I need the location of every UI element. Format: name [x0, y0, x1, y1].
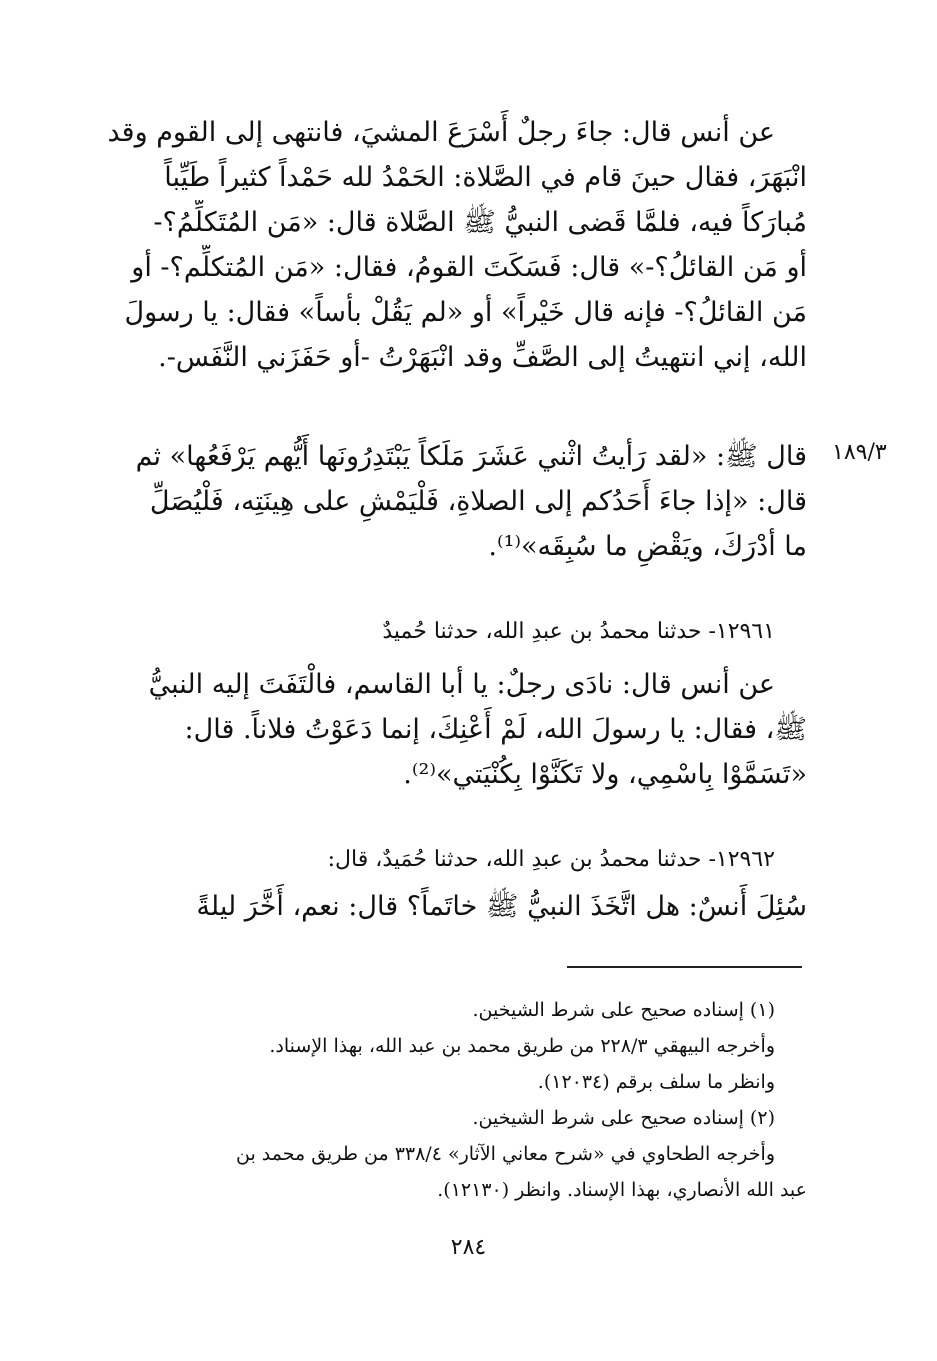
margin-volume-page-reference: ١٨٩/٣ [832, 440, 887, 465]
text-line: ﷺ، فقال: يا رسولَ الله، لَمْ أَعْنِكَ، إنما دَعَوْتُ فلاناً. قال: [184, 714, 807, 745]
paragraph-2 [102, 434, 807, 569]
footnote-line: عبد الله الأنصاري، بهذا الإسناد. وانظر (١٢١٣٠). [437, 1179, 807, 1201]
text-line: أو مَن القائلُ؟-» قال: فَسَكَتَ القومُ، فقال: «مَن المُتكلِّم؟- أو [131, 252, 807, 283]
footnote-separator [567, 966, 802, 968]
footnote-line: وأخرجه البيهقي ٢٢٨/٣ من طريق محمد بن عبد الله، بهذا الإسناد. [269, 1035, 775, 1057]
text-line: عن أنس قال: جاءَ رجلٌ أَسْرَعَ المشيَ، فانتهى إلى القوم وقد [107, 117, 775, 148]
footnote-line: وانظر ما سلف برقم (١٢٠٣٤). [537, 1071, 775, 1093]
text-line: قال: «إذا جاءَ أَحَدُكم إلى الصلاةِ، فَلْيَمْشِ على هِينَتِه، فَلْيُصَلِّ [149, 486, 807, 517]
text-line: سُئِلَ أَنسٌ: هل اتَّخَذَ النبيُّ ﷺ خاتَماً؟ قال: نعم، أَخَّرَ ليلةً [196, 891, 807, 922]
hadith-heading: ١٢٩٦٢- حدثنا محمدُ بن عبدِ الله، حدثنا حُمَيدٌ، قال: [327, 847, 775, 872]
footnotes [102, 992, 807, 1208]
text-line: مَن القائلُ؟- فإنه قال خَيْراً» أو «لم يَقُلْ بأساً» فقال: يا رسولَ [124, 297, 807, 328]
text-line: انْبَهَرَ، فقال حينَ قام في الصَّلاة: الحَمْدُ لله حَمْداً كثيراً طَيِّباً [164, 162, 807, 193]
text-line: الله، إني انتهيتُ إلى الصَّفِّ وقد انْبَهَرْتُ -أو حَفَزَني النَّفَس-. [158, 342, 807, 373]
hadith-12961 [102, 612, 807, 797]
hadith-12962 [102, 840, 807, 929]
footnote-line: (١) إسناده صحيح على شرط الشيخين. [472, 999, 775, 1021]
page-number: ٢٨٤ [450, 1235, 487, 1260]
text-line: مُبارَكاً فيه، فلمَّا قَضى النبيُّ ﷺ الصَّلاة قال: «مَن المُتَكلِّمُ؟- [153, 207, 807, 238]
text-line: قال ﷺ: «لقد رَأيتُ اثْني عَشَرَ مَلَكاً يَبْتَدِرُونَها أَيُّهم يَرْفَعُها» ثم [135, 441, 807, 472]
hadith-heading: ١٢٩٦١- حدثنا محمدُ بن عبدِ الله، حدثنا حُميدٌ [382, 619, 775, 644]
footnote-line: (٢) إسناده صحيح على شرط الشيخين. [472, 1107, 775, 1129]
text-line: ما أدْرَكَ، ويَقْضِ ما سُبِقَه»⁽¹⁾. [488, 531, 807, 562]
paragraph-1 [102, 110, 807, 380]
footnote-line: وأخرجه الطحاوي في «شرح معاني الآثار» ٣٣٨/٤ من طريق محمد بن [235, 1143, 775, 1165]
text-line: عن أنس قال: نادَى رجلٌ: يا أبا القاسم، فالْتَفَتَ إليه النبيُّ [148, 669, 775, 700]
text-line: «تَسَمَّوْا بِاسْمِي، ولا تَكَنَّوْا بِكُنْيَتي»⁽²⁾. [403, 759, 807, 790]
